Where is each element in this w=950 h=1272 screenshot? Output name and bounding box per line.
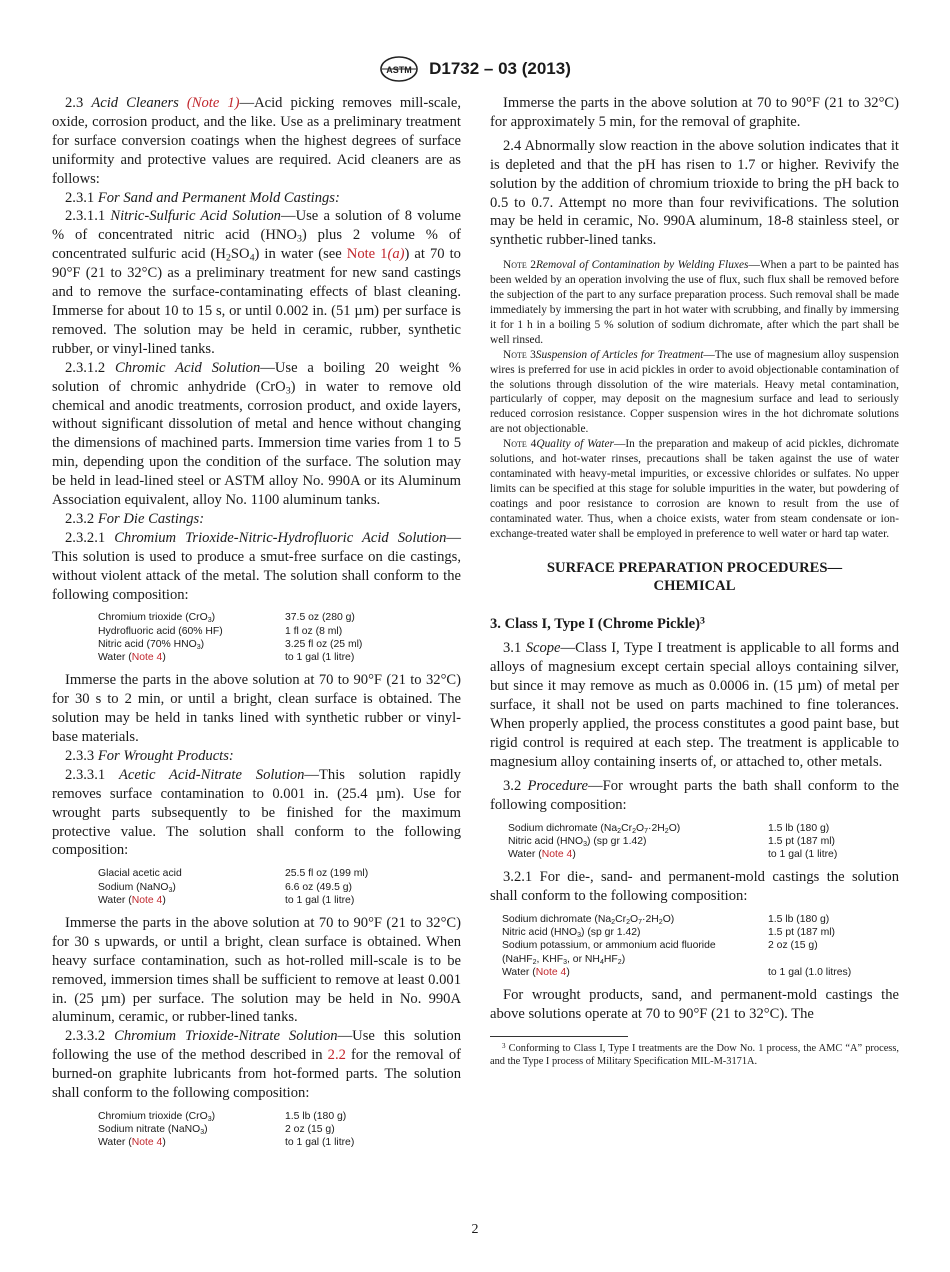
para-2-3-2-1: 2.3.2.1 Chromium Trioxide-Nitric-Hydrofluoric Acid Solution—This solution is used to produce a smut-free surface on die castings, without violent attack of the metal. The solution shall conform to the following composition: xyxy=(52,529,461,603)
table-row: (NaHF$_2$, $KHF_3$, or $NH_4HF_2$) xyxy=(502,953,626,966)
note-4-link[interactable]: Note 4 xyxy=(131,1137,163,1149)
table-row: Water (Note 4) to 1 gal (1 litre) xyxy=(508,848,838,860)
para-2-3-1-2: 2.3.1.2 Chromic Acid Solution—Use a boiling 20 weight % solution of chromic anhydride (CrO$_3$) in water to remove old chemical and anodic treatments, corrosion product, and oxide layers, without significant dissolution of metal and hence without changing the dimensions of machined parts. Immersion time varies from 1 to 5 min, depending upon the condition of the surface. The solution may be held in lead-lined steel or ASTM alloy No. 990A or its Aluminum Association equivalent, alloy No. 1100 aluminum tanks. xyxy=(52,359,461,509)
table-row: Water (Note 4) to 1 gal (1 litre) xyxy=(98,652,355,664)
note-4: Note 4Quality of Water—In the preparation and makeup of acid pickles, dichromate solutions, and hot-water rinses, precautions shall be taken against the use of water contaminated with heavy-metal impurities, or excessive chlorides or sulfates. No upper limits can be specified at this stage for soluble impurities in the water, but powdering of coatings and poor resistance to corrosion are known to result from the use of contaminated water. Thus, when a choice exists, water from steam condensate or ion-exchange-treated water shall be employed in preference to well water or hard tap water. xyxy=(490,438,899,540)
table-row: Nitric acid $(HNO_3)$ (sp gr 1.42) 1.5 pt (187 ml) xyxy=(508,835,835,848)
note-2: Note 2Removal of Contamination by Welding Fluxes—When a part to be painted has been welded by an operation involving the use of flux, such flux shall be removed before the subjection of the part to any surface preparation process. Such removal shall be made immediately by immersing the part in hot water with scrubbing, and finally by immersing it for 1 h in a boiling 5 % solution of sodium dichromate, after which the part shall be well rinsed. xyxy=(490,259,899,346)
composition-table-5 xyxy=(490,913,899,979)
composition-table-3 xyxy=(52,1110,461,1150)
composition-table-1 xyxy=(52,611,461,664)
page-number: 2 xyxy=(471,1222,479,1237)
para-3-1: 3.1 Scope—Class I, Type I treatment is applicable to all forms and alloys of magnesium except certain special alloys containing silver, but since it may remove as much as 0.0006 in. (15 µm) of metal per surface, it shall not be used on parts machined to fine tolerances. When properly applied, the process constitutes a good paint base, but rigid control is required at each step. The treatment is applicable to magnesium alloy containing inserts of, or attached to, other metals. xyxy=(490,640,899,770)
table-row: Chromium trioxide (CrO$_3$) 1.5 lb (180 g) xyxy=(98,1111,347,1123)
table-row: Nitric acid (70% $HNO_3$) 3.25 fl oz (25 ml) xyxy=(98,638,363,651)
table-row: Nitric acid $(HNO_3)$ (sp gr 1.42) 1.5 pt (187 ml) xyxy=(502,927,835,939)
para-immerse-1: Immerse the parts in the above solution at 70 to 90°F (21 to 32°C) for 30 s to 2 min, or until a bright, clean surface is obtained. The solution may be held in tanks lined with synthetic rubber or vinyl-base materials. xyxy=(52,672,461,745)
para-2-3-1-1: 2.3.1.1 Nitric-Sulfuric Acid Solution—Use a solution of 8 volume % of concentrated nitric acid $(HNO_3)$ plus 2 volume % of concentrated sulfuric acid $(H_2SO_4)$ in water (see Note 1(a)) at 70 to 90°F (21 to 32°C) as a preliminary treatment for new sand castings and to remove the surface-contaminating effects of blast cleaning. Immerse for about 10 to 15 s, or until 0.002 in. (51 µm) per surface is removed. The solution may be held in ceramic, rubber, synthetic rubber, or vinyl-lined tanks. xyxy=(52,208,461,357)
para-3-2-1: 3.2.1 For die-, sand- and permanent-mold castings the solution shall conform to the following composition: xyxy=(490,869,899,905)
footnote-3: $^3$ Conforming to Class I, Type I treatments are the Dow No. 1 process, the AMC “A” process, and the Type I process of Military Specification MIL-M-3171A. xyxy=(490,1041,899,1068)
section-heading: SURFACE PREPARATION PROCEDURES— CHEMICAL xyxy=(546,560,843,595)
table-row: Sodium dichromate $(Na_2Cr_2O_7\cdot 2H_2O)$ 1.5 lb (180 g) xyxy=(508,822,830,835)
para-operating-temp: For wrought products, sand, and permanent-mold castings the above solutions operate at 70 to 90°F (21 to 32°C). The xyxy=(490,986,899,1022)
note-3: Note 3Suspension of Articles for Treatment—The use of magnesium alloy suspension wires is preferred for use in acid pickles in order to avoid objectionable contamination of the solutions through dissolution of the wire materials. Heavy metal contamination, particularly of copper, may deposit on the magnesium surface and lead to seriously reduced corrosion resistance. Copper suspension wires in the hot dichromate solutions are not objectionable. xyxy=(490,348,899,436)
section-3-title: 3. Class I, Type I (Chrome Pickle)$^3$ xyxy=(490,616,705,633)
para-2-4: 2.4 Abnormally slow reaction in the above solution indicates that it is depleted and that the pH has risen to 1.7 or higher. Revivify the solution by the addition of chromium trioxide to bring the pH back to 0.5 to 0.7. Attempt no more than four revivifications. The solution may be held in ceramic, No. 990A aluminum, 18-8 stainless steel, or synthetic rubber-lined tanks. xyxy=(490,137,899,249)
note-1-link[interactable]: Note 1(a) xyxy=(346,246,405,263)
table-row: Glacial acetic acid 25.5 fl oz (199 ml) xyxy=(98,868,369,880)
table-row: Hydrofluoric acid (60% HF) 1 fl oz (8 ml) xyxy=(98,625,343,637)
table-row: Water (Note 4) to 1 gal (1 litre) xyxy=(98,894,355,906)
para-2-3-2: 2.3.2 For Die Castings: xyxy=(65,510,205,527)
para-2-3-3-2: 2.3.3.2 Chromium Trioxide-Nitrate Solution—Use this solution following the use of the method described in 2.2 for the removal of burned-on graphite lubricants from hot-formed parts. The solution shall conform to the following composition: xyxy=(52,1028,461,1102)
note-4-link[interactable]: Note 4 xyxy=(131,652,163,664)
table-row: Chromium trioxide (CrO$_3$) 37.5 oz (280 g) xyxy=(98,612,355,625)
composition-table-2 xyxy=(52,867,461,907)
para-immerse-2: Immerse the parts in the above solution at 70 to 90°F (21 to 32°C) for 30 s upwards, or until a bright, clean surface is obtained. When heavy surface contamination, such as hot-rolled mill-scale is to be removed, immersion times shall be sufficient to remove at least 0.001 in. (25 µm) per surface. The solution may be held in No. 990A aluminum, ceramic, or rubber-lined tanks. xyxy=(52,914,461,1026)
note-4-link[interactable]: Note 4 xyxy=(541,848,573,860)
table-row: Water (Note 4) to 1 gal (1.0 litres) xyxy=(502,966,852,978)
note-4-link[interactable]: Note 4 xyxy=(535,966,567,978)
para-immerse-3: Immerse the parts in the above solution at 70 to 90°F (21 to 32°C) for approximately 5 min, for the removal of graphite. xyxy=(490,95,899,130)
left-column xyxy=(52,94,461,1157)
section-2-2-link[interactable]: 2.2 xyxy=(327,1047,346,1064)
footnote-3-ref[interactable]: 3 xyxy=(699,616,705,628)
right-column xyxy=(490,94,899,1069)
para-3-2: 3.2 Procedure—For wrought parts the bath shall conform to the following composition: xyxy=(490,777,899,813)
astm-logo-icon xyxy=(379,56,419,82)
table-row: Sodium dichromate $(Na_2Cr_2O_7\cdot 2H_2O)$ 1.5 lb (180 g) xyxy=(502,913,830,926)
composition-table-4 xyxy=(490,822,899,862)
table-row: Sodium (NaNO$_3$) 6.6 oz (49.5 g) xyxy=(98,881,353,894)
para-2-3-3-1: 2.3.3.1 Acetic Acid-Nitrate Solution—This solution rapidly removes surface contamination to 0.001 in. (25.4 µm). Use for wrought parts subsequently to be finished for the maximum protective value. The solution shall conform to the following composition: xyxy=(52,766,461,859)
astm-logo-text: ASTM xyxy=(386,65,412,75)
para-2-3-3: 2.3.3 For Wrought Products: xyxy=(65,747,234,764)
table-row: Sodium nitrate (NaNO$_3$) 2 oz (15 g) xyxy=(98,1124,335,1136)
table-row: Water (Note 4) to 1 gal (1 litre) xyxy=(98,1137,355,1149)
note-4-link[interactable]: Note 4 xyxy=(131,894,163,906)
table-row: Sodium potassium, or ammonium acid fluoride 2 oz (15 g) xyxy=(502,940,818,952)
note-1-link[interactable]: (Note 1) xyxy=(186,95,240,111)
document-designation: D1732 – 03 (2013) xyxy=(429,59,571,78)
page-header xyxy=(0,56,950,86)
para-2-3: 2.3 Acid Cleaners (Note 1)—Acid picking removes mill-scale, oxide, corrosion product, and the like. Use as a preliminary treatment for surface conversion coatings when the highest degrees of surface uniformity and protective values are required. Acid cleaners are as follows: xyxy=(52,95,462,187)
para-2-3-1: 2.3.1 For Sand and Permanent Mold Castings: xyxy=(65,189,340,206)
footnote-divider xyxy=(490,1036,628,1037)
